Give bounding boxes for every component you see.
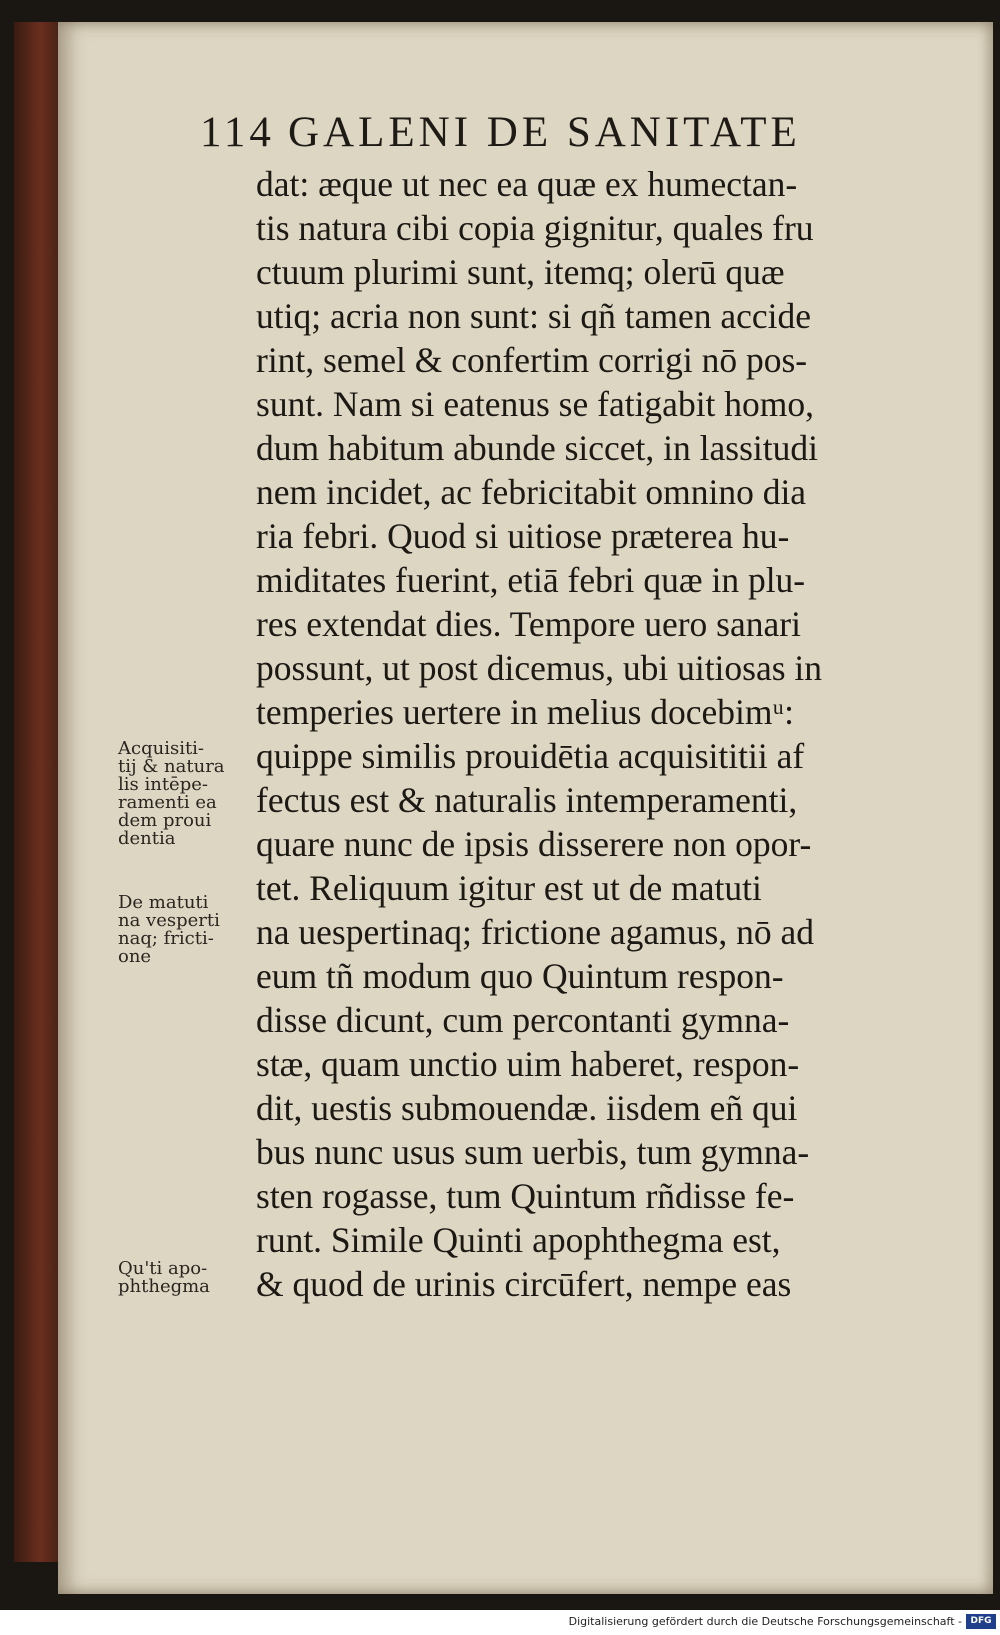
marginal-note-frictione: [118, 894, 248, 966]
text-line: dum habitum abunde siccet, in lassitudi: [256, 428, 818, 468]
text-line: res extendat dies. Tempore uero sanari: [256, 604, 801, 644]
text-line: runt. Simile Quinti apophthegma est,: [256, 1220, 781, 1260]
marginal-note-line: Acquisiti-: [118, 738, 205, 759]
running-head: [200, 108, 860, 157]
text-line: utiq; acria non sunt: si qñ tamen accide: [256, 296, 812, 336]
text-line: & quod de urinis circūfert, nempe eas: [256, 1264, 792, 1304]
text-line: temperies uertere in melius docebimᵘ:: [256, 692, 795, 732]
text-line: tis natura cibi copia gignitur, quales fru: [256, 208, 814, 248]
text-line: ria febri. Quod si uitiose præterea hu-: [256, 516, 790, 556]
marginal-note-line: one: [118, 946, 152, 967]
marginal-note-line: De matuti: [118, 892, 209, 913]
marginal-note-line: tij & natura: [118, 756, 225, 777]
text-line: quippe similis prouidētia acquisititii af: [256, 736, 805, 776]
marginal-note-apophthegma: [118, 1260, 248, 1296]
marginal-note-line: phthegma: [118, 1276, 210, 1297]
text-line: dit, uestis submouendæ. iisdem eñ qui: [256, 1088, 798, 1128]
footer-credit: Digitalisierung gefördert durch die Deutsche Forschungsgemeinschaft -: [568, 1615, 962, 1628]
text-line: quare nunc de ipsis disserere non opor-: [256, 824, 812, 864]
dfg-logo: DFG: [966, 1614, 996, 1629]
main-text-block: [256, 162, 896, 1306]
text-line: nem incidet, ac febricitabit omnino dia: [256, 472, 807, 512]
text-line: sten rogasse, tum Quintum rñdisse fe-: [256, 1176, 795, 1216]
text-line: disse dicunt, cum percontanti gymna-: [256, 1000, 790, 1040]
text-line: eum tñ modum quo Quintum respon-: [256, 956, 784, 996]
text-line: tet. Reliquum igitur est ut de matuti: [256, 868, 762, 908]
marginal-note-line: Qu'ti apo-: [118, 1258, 208, 1279]
page-number: 114: [200, 109, 275, 156]
text-line: stæ, quam unctio uim haberet, respon-: [256, 1044, 800, 1084]
text-line: fectus est & naturalis intemperamenti,: [256, 780, 798, 820]
marginal-note-line: naq; fricti-: [118, 928, 214, 949]
text-line: ctuum plurimi sunt, itemq; olerū quæ: [256, 252, 785, 292]
text-line: bus nunc usus sum uerbis, tum gymna-: [256, 1132, 810, 1172]
marginal-note-line: dentia: [118, 828, 176, 849]
marginal-note-line: ramenti ea: [118, 792, 217, 813]
marginal-note-acquisitii: [118, 740, 248, 848]
text-line: possunt, ut post dicemus, ubi uitiosas in: [256, 648, 823, 688]
marginal-note-line: lis intēpe-: [118, 774, 208, 795]
digitization-footer: [0, 1610, 1000, 1635]
text-line: na uespertinaq; frictione agamus, nō ad: [256, 912, 814, 952]
marginal-note-line: dem proui: [118, 810, 212, 831]
text-line: dat: æque ut nec ea quæ ex humectan-: [256, 164, 798, 204]
running-head-title: GALENI DE SANITATE: [288, 109, 801, 156]
text-line: rint, semel & confertim corrigi nō pos-: [256, 340, 808, 380]
text-line: sunt. Nam si eatenus se fatigabit homo,: [256, 384, 815, 424]
marginal-note-line: na vesperti: [118, 910, 220, 931]
text-line: miditates fuerint, etiā febri quæ in plu-: [256, 560, 806, 600]
book-binding-edge: [14, 22, 58, 1562]
